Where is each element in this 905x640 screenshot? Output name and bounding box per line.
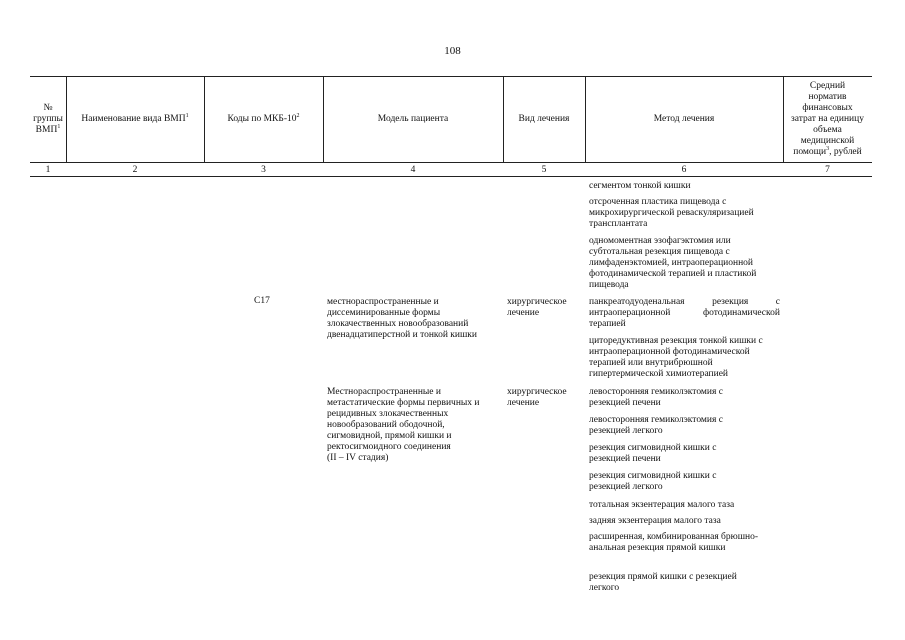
page-number: 108 [444,45,461,57]
header-line: группы [33,113,63,124]
header-patient-model [323,76,503,162]
header-line: норматив [808,91,847,102]
header-text: Наименование вида ВМП [81,113,186,124]
patient-model: Местнораспространенные и метастатические формы первичных и рецидивных злокачественных новообразований ободочной, сигмовидной, прямой кишки и ректосигмоидного соединения (II – IV стадия) [327,387,480,463]
header-line: финансовых [802,102,853,113]
header-group-number [30,76,66,162]
method-item: расширенная, комбинированная брюшно-анальная резекция прямой кишки [589,532,759,553]
patient-model: местнораспространенные и диссеминированные формы злокачественных новообразований двенадцатиперстной и тонкой кишки [327,297,477,340]
header-line: затрат на единицу [791,113,864,124]
header-text: Коды по МКБ-10 [227,113,297,124]
header-treatment-type [503,76,585,162]
icd-code: C17 [254,296,270,306]
column-number: 7 [825,165,830,175]
header-line: , рублей [829,146,862,157]
method-item: резекция сигмовидной кишки с резекцией легкого [589,471,717,492]
header-icd-codes [204,76,323,162]
header-line: Средний [809,80,846,91]
method-item: панкреатодуоденальная резекция с интраоперационной фотодинамической терапией [589,297,780,329]
header-text: Вид лечения [518,113,570,124]
header-vmp-name [66,76,204,162]
method-item: резекция сигмовидной кишки с резекцией печени [589,443,717,464]
column-number: 4 [410,165,416,175]
method-item: циторедуктивная резекция тонкой кишки с интраоперационной фотодинамической терапией или внутрибрюшной гипертермической химиотерапией [589,336,763,379]
treatment-type: хирургическое лечение [507,297,567,318]
column-number: 6 [681,165,687,175]
column-number: 5 [541,165,547,175]
footnote-mark: 3 [826,145,830,152]
header-treatment-method [585,76,783,162]
header-line: объема [813,124,842,135]
method-item: левосторонняя гемиколэктомия с резекцией легкого [589,415,723,436]
method-item: одномоментная эзофагэктомия или субтотальная резекция пищевода с лимфаденэктомией, интраоперационной фотодинамической терапией и пластикой пищевода [589,236,757,290]
header-text: Метод лечения [653,113,715,124]
column-number: 1 [45,165,51,175]
method-item: задняя экзентерация малого таза [589,516,721,526]
method-item: сегментом тонкой кишки [589,181,691,191]
header-line: № [43,102,53,113]
method-item: отсроченная пластика пищевода с микрохирургической реваскуляризацией трансплантата [589,197,754,229]
header-text: Модель пациента [377,113,449,124]
header-line: медицинской [800,135,855,146]
column-number: 2 [132,165,138,175]
header-bottom-rule [30,162,872,163]
method-item: резекция прямой кишки с резекцией легкого [589,572,737,593]
header-line: ВМП [35,124,58,135]
column-number: 3 [261,165,266,175]
method-item: левосторонняя гемиколэктомия с резекцией печени [589,387,723,408]
method-item: тотальная экзентерация малого таза [589,500,735,510]
footnote-mark: 1 [185,112,189,119]
footnote-mark: 2 [296,112,300,119]
header-cost-norm [783,76,872,162]
treatment-type: хирургическое лечение [507,387,567,408]
column-number-rule [30,176,872,177]
footnote-mark: 1 [57,123,61,130]
header-line: помощи [793,146,827,157]
